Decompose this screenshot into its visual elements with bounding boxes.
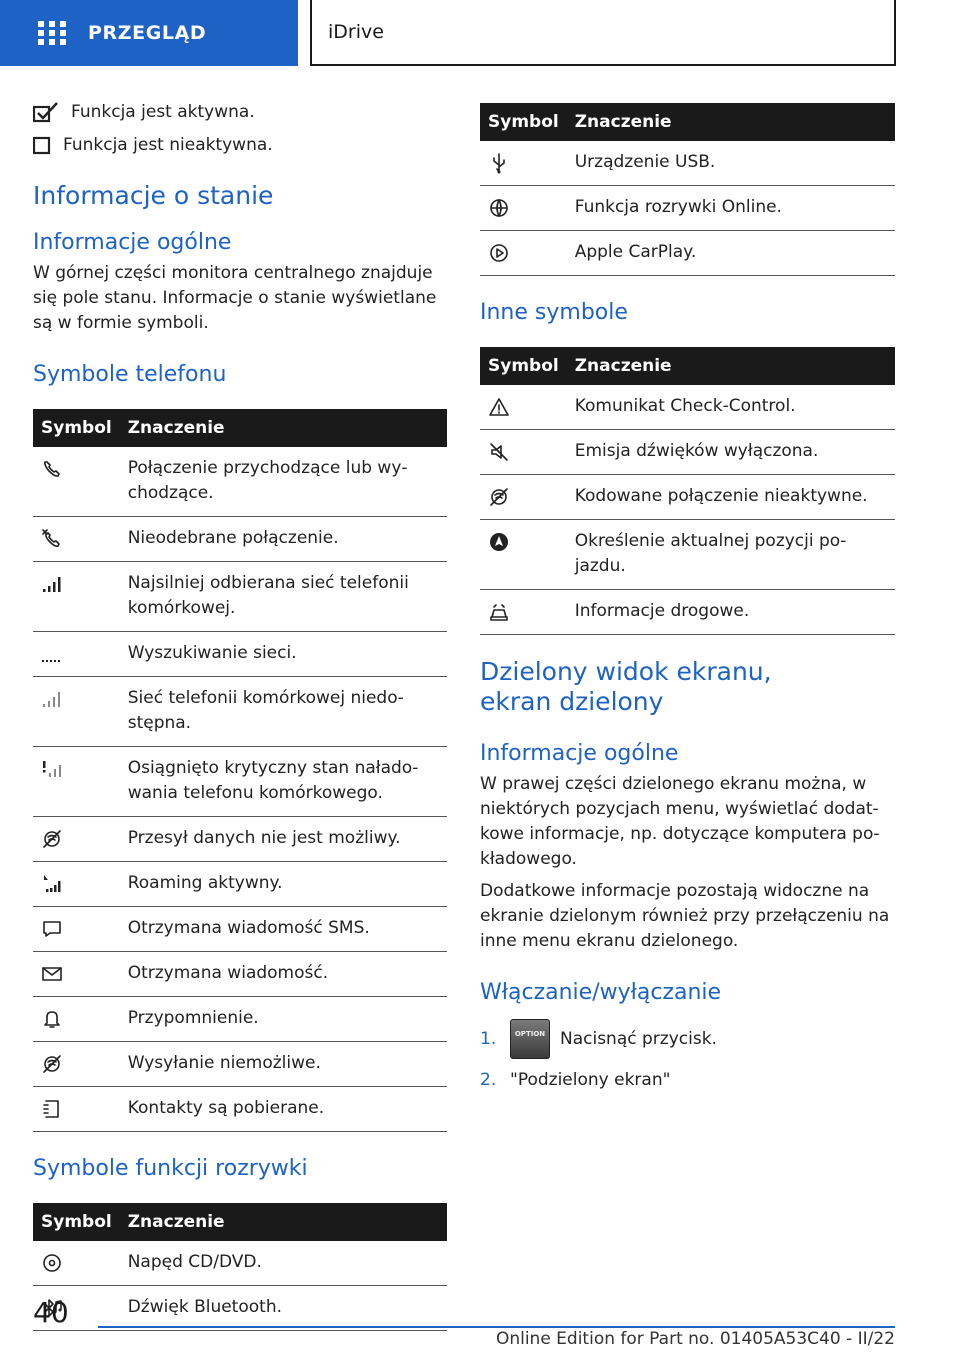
carplay-icon bbox=[488, 242, 510, 264]
symbol-cell bbox=[33, 952, 120, 997]
left-column bbox=[33, 181, 447, 1331]
steps-list bbox=[480, 1017, 895, 1095]
table-row bbox=[480, 475, 895, 520]
symbol-cell bbox=[480, 186, 567, 231]
legend-active bbox=[33, 101, 255, 123]
table-row bbox=[33, 862, 447, 907]
symbol-cell bbox=[33, 562, 120, 632]
symbol-cell bbox=[480, 385, 567, 430]
signal-unavailable-icon bbox=[41, 688, 63, 710]
symbol-cell bbox=[33, 632, 120, 677]
heading-phone-symbols: Symbole telefonu bbox=[33, 362, 227, 387]
entertainment-symbols-table-continued bbox=[480, 103, 895, 276]
footer-divider bbox=[98, 1326, 895, 1328]
meaning-cell: Otrzymana wiadomość SMS. bbox=[120, 907, 447, 952]
table-row bbox=[480, 430, 895, 475]
mute-icon bbox=[488, 441, 510, 463]
table-row bbox=[33, 1042, 447, 1087]
meaning-cell: Dźwięk Bluetooth. bbox=[120, 1286, 447, 1331]
contacts-icon bbox=[41, 1098, 63, 1120]
table-row bbox=[33, 447, 447, 517]
network-search-icon bbox=[41, 643, 63, 665]
bell-icon bbox=[41, 1008, 63, 1030]
meaning-cell: Apple CarPlay. bbox=[567, 231, 895, 276]
table-row bbox=[33, 562, 447, 632]
symbol-cell bbox=[33, 517, 120, 562]
online-entertainment-icon bbox=[488, 197, 510, 219]
table-row bbox=[33, 677, 447, 747]
table-row bbox=[33, 1087, 447, 1132]
checkbox-checked-icon bbox=[33, 101, 59, 123]
checkbox-empty-icon bbox=[33, 135, 51, 155]
table-row bbox=[33, 747, 447, 817]
symbol-cell bbox=[480, 520, 567, 590]
symbol-cell bbox=[480, 590, 567, 635]
missed-call-icon bbox=[41, 528, 63, 550]
table-row bbox=[480, 520, 895, 590]
step-number: 1. bbox=[480, 1029, 497, 1049]
legend-active-text: Funkcja jest aktywna. bbox=[71, 102, 255, 122]
page-number: 40 bbox=[33, 1296, 69, 1329]
table-row bbox=[33, 1286, 447, 1331]
col-meaning: Znaczenie bbox=[120, 1203, 447, 1241]
symbol-cell bbox=[33, 1042, 120, 1087]
table-row bbox=[33, 817, 447, 862]
symbol-cell bbox=[480, 231, 567, 276]
chapter-title: iDrive bbox=[310, 0, 896, 66]
meaning-cell: Kodowane połączenie nieaktywne. bbox=[567, 475, 895, 520]
heading-split-screen: Dzielony widok ekranu, ekran dzielony bbox=[480, 657, 772, 716]
col-symbol: Symbol bbox=[33, 409, 120, 447]
other-symbols-table bbox=[480, 347, 895, 635]
meaning-cell: Urządzenie USB. bbox=[567, 141, 895, 186]
cd-dvd-icon bbox=[41, 1252, 63, 1274]
meaning-cell: Napęd CD/DVD. bbox=[120, 1241, 447, 1286]
meaning-cell: Sieć telefonii komórkowej niedostępna. bbox=[120, 677, 447, 747]
option-button-icon: OPTION bbox=[510, 1019, 550, 1059]
meaning-cell: Osiągnięto krytyczny stan naładowania telefonu komórkowego. bbox=[120, 747, 447, 817]
meaning-cell: Najsilniej odbierana sieć telefonii komórkowej. bbox=[120, 562, 447, 632]
legend-inactive-text: Funkcja jest nieaktywna. bbox=[63, 135, 273, 155]
section-tab bbox=[0, 0, 298, 66]
symbol-cell bbox=[33, 907, 120, 952]
meaning-cell: Otrzymana wiadomość. bbox=[120, 952, 447, 997]
meaning-cell: Komunikat Check-Control. bbox=[567, 385, 895, 430]
symbol-cell bbox=[480, 141, 567, 186]
step-2 bbox=[480, 1065, 895, 1095]
warning-icon bbox=[488, 396, 510, 418]
meaning-cell: Kontakty są pobierane. bbox=[120, 1087, 447, 1132]
meaning-cell: Połączenie przychodzące lub wychodzące. bbox=[120, 447, 447, 517]
step-text: Nacisnąć przycisk. bbox=[560, 1029, 717, 1049]
entertainment-symbols-table bbox=[33, 1203, 447, 1331]
symbol-cell bbox=[33, 447, 120, 517]
encrypted-off-icon bbox=[488, 486, 510, 508]
col-symbol: Symbol bbox=[480, 347, 567, 385]
symbol-cell bbox=[33, 747, 120, 817]
table-row bbox=[33, 1241, 447, 1286]
legend-inactive bbox=[33, 135, 273, 155]
col-meaning: Znaczenie bbox=[567, 103, 895, 141]
meaning-cell: Wysyłanie niemożliwe. bbox=[120, 1042, 447, 1087]
phone-icon bbox=[41, 458, 63, 480]
table-row bbox=[480, 385, 895, 430]
section-label: PRZEGLĄD bbox=[88, 22, 207, 44]
meaning-cell: Roaming aktywny. bbox=[120, 862, 447, 907]
heading-on-off: Włączanie/wyłączanie bbox=[480, 980, 722, 1005]
position-icon bbox=[488, 531, 510, 553]
grid-menu-icon bbox=[38, 21, 66, 45]
roaming-icon bbox=[41, 873, 63, 895]
signal-full-icon bbox=[41, 573, 63, 595]
table-row bbox=[33, 632, 447, 677]
col-meaning: Znaczenie bbox=[120, 409, 447, 447]
step-text: "Podzielony ekran" bbox=[510, 1070, 671, 1090]
symbol-cell bbox=[33, 817, 120, 862]
meaning-cell: Określenie aktualnej pozycji pojazdu. bbox=[567, 520, 895, 590]
edition-text: Online Edition for Part no. 01405A53C40 - II/22 bbox=[495, 1329, 895, 1349]
heading-other-symbols: Inne symbole bbox=[480, 300, 628, 325]
step-number: 2. bbox=[480, 1070, 497, 1090]
symbol-cell bbox=[480, 430, 567, 475]
meaning-cell: Przypomnienie. bbox=[120, 997, 447, 1042]
col-symbol: Symbol bbox=[33, 1203, 120, 1241]
symbol-cell bbox=[33, 862, 120, 907]
phone-symbols-table bbox=[33, 409, 447, 1132]
table-row bbox=[33, 517, 447, 562]
step-1 bbox=[480, 1017, 895, 1061]
meaning-cell: Informacje drogowe. bbox=[567, 590, 895, 635]
battery-critical-icon bbox=[41, 758, 63, 780]
col-meaning: Znaczenie bbox=[567, 347, 895, 385]
heading-split-general: Informacje ogólne bbox=[480, 741, 679, 766]
meaning-cell: Funkcja rozrywki Online. bbox=[567, 186, 895, 231]
col-symbol: Symbol bbox=[480, 103, 567, 141]
table-row bbox=[480, 590, 895, 635]
table-row bbox=[480, 141, 895, 186]
split-text-1: W prawej części dzielonego ekranu można, w niektórych pozycjach menu, wyświetlać dodatkowe informacje, np. dotyczące komputera pokładowego. bbox=[480, 774, 880, 869]
table-row bbox=[480, 231, 895, 276]
table-row bbox=[33, 907, 447, 952]
table-row bbox=[33, 952, 447, 997]
no-data-icon bbox=[41, 828, 63, 850]
right-column bbox=[480, 103, 895, 1095]
meaning-cell: Nieodebrane połączenie. bbox=[120, 517, 447, 562]
symbol-cell bbox=[480, 475, 567, 520]
traffic-info-icon bbox=[488, 601, 510, 623]
sms-icon bbox=[41, 918, 63, 940]
table-row bbox=[480, 186, 895, 231]
meaning-cell: Wyszukiwanie sieci. bbox=[120, 632, 447, 677]
split-text-2: Dodatkowe informacje pozostają widoczne na ekranie dzielonym również przy przełączeniu na inne menu ekranu dzielonego. bbox=[480, 881, 890, 951]
heading-entertainment-symbols: Symbole funkcji rozrywki bbox=[33, 1156, 308, 1181]
symbol-cell bbox=[33, 1087, 120, 1132]
send-impossible-icon bbox=[41, 1053, 63, 1075]
meaning-cell: Przesył danych nie jest możliwy. bbox=[120, 817, 447, 862]
heading-status: Informacje o stanie bbox=[33, 181, 274, 210]
table-row bbox=[33, 997, 447, 1042]
symbol-cell bbox=[33, 997, 120, 1042]
general-text: W górnej części monitora centralnego znajduje się pole stanu. Informacje o stanie wyświetlane są w formie symboli. bbox=[33, 263, 437, 333]
symbol-cell bbox=[33, 677, 120, 747]
envelope-icon bbox=[41, 963, 63, 985]
meaning-cell: Emisja dźwięków wyłączona. bbox=[567, 430, 895, 475]
symbol-cell bbox=[33, 1241, 120, 1286]
usb-icon bbox=[488, 152, 510, 174]
heading-general: Informacje ogólne bbox=[33, 230, 232, 255]
